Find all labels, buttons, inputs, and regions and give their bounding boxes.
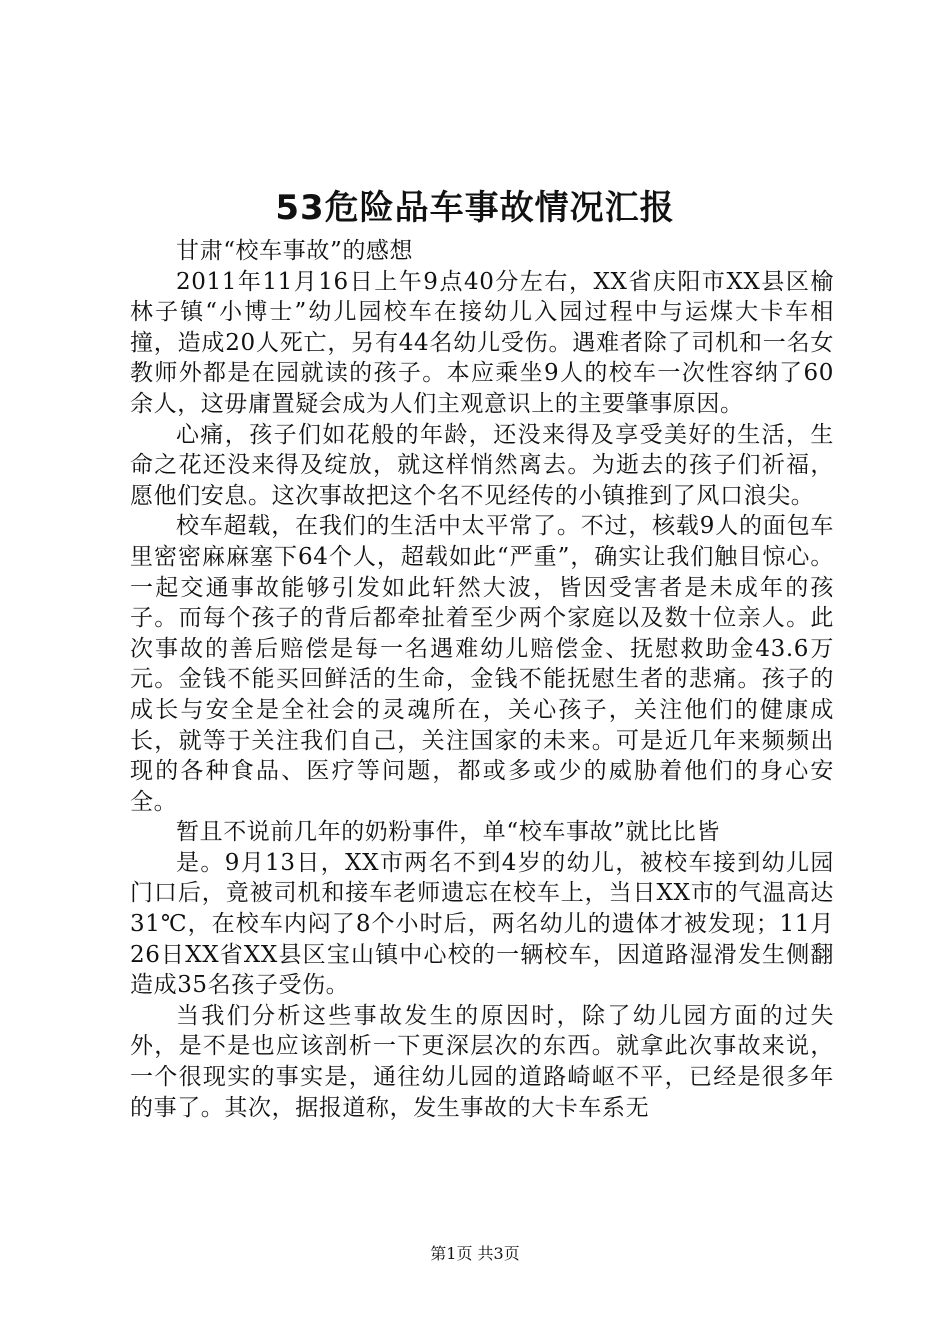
page-footer: 第1页 共3页	[430, 1244, 520, 1263]
paragraph: 当我们分析这些事故发生的原因时，除了幼儿园方面的过失外，是不是也应该剖析一下更深层次的东西。就拿此次事故来说，一个很现实的事实是，通往幼儿园的道路崎岖不平，已经是很多年的事了。其次，据报道称，发生事故的大卡车系无	[130, 1002, 834, 1121]
paragraph: 暂且不说前几年的奶粉事件，单“校车事故”就比比皆	[176, 819, 720, 846]
document-body	[130, 236, 834, 1123]
paragraph: 是。9月13日，XX市两名不到4岁的幼儿，被校车接到幼儿园门口后，竟被司机和接车老师遗忘在校车上，当日XX市的气温高达31℃，在校车内闷了8个小时后，两名幼儿的遗体才被发现；11月26日XX省XX县区宝山镇中心校的一辆校车，因道路湿滑发生侧翻造成35名孩子受伤。	[130, 849, 834, 999]
paragraph: 校车超载，在我们的生活中太平常了。不过，核载9人的面包车里密密麻麻塞下64个人，超载如此“严重”，确实让我们触目惊心。一起交通事故能够引发如此轩然大波，皆因受害者是未成年的孩子。而每个孩子的背后都牵扯着至少两个家庭以及数十位亲人。此次事故的善后赔偿是每一名遇难幼儿赔偿金、抚慰救助金43.6万元。金钱不能买回鲜活的生命，金钱不能抚慰生者的悲痛。孩子的成长与安全是全社会的灵魂所在，关心孩子，关注他们的健康成长，就等于关注我们自己，关注国家的未来。可是近几年来频频出现的各种食品、医疗等问题，都或多或少的威胁着他们的身心安全。	[130, 513, 834, 815]
paragraph: 心痛，孩子们如花般的年龄，还没来得及享受美好的生活，生命之花还没来得及绽放，就这样悄然离去。为逝去的孩子们祈福，愿他们安息。这次事故把这个名不见经传的小镇推到了风口浪尖。	[130, 421, 834, 509]
paragraph: 2011年11月16日上午9点40分左右，XX省庆阳市XX县区榆林子镇“小博士”幼儿园校车在接幼儿入园过程中与运煤大卡车相撞，造成20人死亡，另有44名幼儿受伤。遇难者除了司机和一名女教师外都是在园就读的孩子。本应乘坐9人的校车一次性容纳了60余人，这毋庸置疑会成为人们主观意识上的主要肇事原因。	[130, 268, 834, 417]
document-title: 53危险品车事故情况汇报	[275, 188, 675, 228]
paragraph-subtitle: 甘肃“校车事故”的感想	[176, 238, 414, 264]
